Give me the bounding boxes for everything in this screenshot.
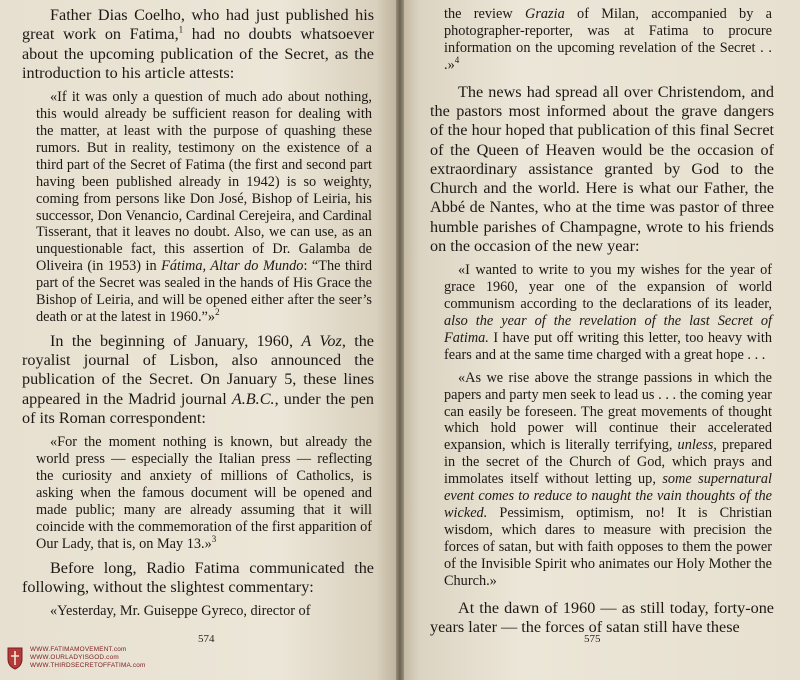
block-quote: «Yesterday, Mr. Guiseppe Gyreco, director of: [50, 603, 311, 620]
italic-text: some supernatural event comes to reduce to naught the vain thoughts of the wicked.: [444, 471, 772, 521]
italic-text: unless,: [677, 437, 717, 454]
text-run: Pessimism, optimism, no! It is Christian wisdom, which dares to measure with precision the forces of satan, but with faith opposes to them the power of the Invisible Spirit who animates our Holy Mother the Church.»: [444, 504, 772, 589]
block-quote: [22, 89, 374, 326]
text-run: I have put off writing this letter, too heavy with fears and at the same time charged with a great hope . . .: [444, 329, 772, 363]
text-run: , under the pen of its Roman correspondent:: [22, 389, 374, 428]
right-page: [400, 0, 800, 680]
italic-title: Fátima, Altar do Mundo: [161, 258, 304, 275]
page-number: 575: [584, 633, 601, 645]
text-run: «If it was only a question of much ado about nothing, this would already be sufficient reason for dealing with the matter, at least with the purpose of quashing these rumors. But in reality, testimony on the existence of a third part of the Secret of Fatima (the first and second part having been published already in 1942) is so weighty, coming from persons like Don José, Bishop of Leiria, his successor, Don Venancio, Cardinal Cerejeira, and Cardinal Tisserant, that it leaves no doubt. Also, we can use, as an unquestionable fact, this assertion of Dr. Galamba de Oliveira (in 1953) in: [36, 89, 372, 275]
text-run: prepared in the secret of the Church of God, which prays and immolates itself without letting up,: [444, 437, 772, 488]
paragraph: The news had spread all over Christendom, and the pastors most informed about the grave dangers of the hour hoped that publication of this final Secret of the Queen of Heaven would be the occasion of extraordinary assistance granted by God to the Church and the world. Here is what our Father, the Abbé de Nantes, who at the time was pastor of three humble parishes of Champagne, wrote to his friends on the occasion of the new year:: [430, 82, 774, 255]
paragraph: Before long, Radio Fatima communicated the following, without the slightest commentary:: [22, 558, 374, 596]
paragraph: [22, 332, 374, 428]
shield-seal-icon: [6, 646, 24, 670]
block-quote: [430, 370, 774, 590]
block-quote: [430, 262, 774, 363]
book-gutter: [396, 0, 404, 680]
text-run: «For the moment nothing is known, but already the world press — especially the Italian press — reflecting the curiosity and anxiety of millions of Catholics, is asking when the famous document will be opened and made public; many are already assuming that it will coincide with the commemoration of the first apparition of Our Lady, that is, on May 13.»: [36, 434, 372, 552]
italic-title: Grazia: [525, 6, 565, 22]
watermark-line: WWW.OURLADYISGOD.com: [30, 654, 119, 661]
footnote-ref: 4: [454, 54, 460, 65]
footnote-ref: 1: [178, 24, 184, 35]
italic-text: also the year of the revelation of the last Secret of Fatima.: [444, 313, 772, 346]
watermark-text: [30, 646, 146, 670]
text-run: , the royalist journal of Lisbon, also announced the publication of the Secret. On January 5, these lines appeared in the Madrid journal: [22, 331, 374, 408]
website-watermark: [6, 646, 146, 670]
paragraph: At the dawn of 1960 — as still today, forty-one years later — the forces of satan still have these: [430, 598, 774, 636]
italic-title: A.B.C.: [231, 389, 275, 408]
text-run: had no doubts whatsoever about the upcoming publication of the Secret, as the introduction to his article attests:: [22, 25, 375, 82]
footnote-ref: 2: [215, 307, 220, 318]
page-number: 574: [198, 633, 215, 645]
watermark-line: WWW.THIRDSECRETOFFATIMA.com: [30, 662, 146, 669]
left-page-text: [22, 6, 374, 620]
footnote-ref: 3: [211, 534, 217, 545]
paragraph: [22, 6, 374, 83]
watermark-line: WWW.FATIMAMOVEMENT.com: [30, 646, 127, 653]
right-page-text: [430, 6, 774, 637]
text-run: In the beginning of January, 1960,: [50, 331, 302, 350]
text-run: Father Dias Coelho, who had just published his great work on Fatima,: [22, 6, 374, 44]
text-run: of Milan, accompanied by a photographer-reporter, was at Fatima to procure information on the upcoming revelation of the Secret . . .»: [444, 6, 773, 73]
block-quote: [22, 434, 374, 552]
text-run: «I wanted to write to you my wishes for the year of grace 1960, year one of the expansion of world communism according to the declarations of its leader,: [444, 262, 772, 313]
block-quote-continued: [430, 6, 774, 74]
text-run: the review: [444, 6, 525, 22]
text-run: «As we rise above the strange passions in which the papers and party men seek to lead us . . . the coming year can easily be foreseen. The great movements of thought which hold power will continue their accelerated expansion, which is literally terrifying,: [444, 369, 772, 454]
italic-title: A Voz: [301, 331, 342, 350]
text-run: : “The third part of the Secret was sealed in the hands of His Grace the Bishop of Leiria, and will be opened either after the seer’s death or at the latest in 1960.”»: [36, 258, 373, 325]
